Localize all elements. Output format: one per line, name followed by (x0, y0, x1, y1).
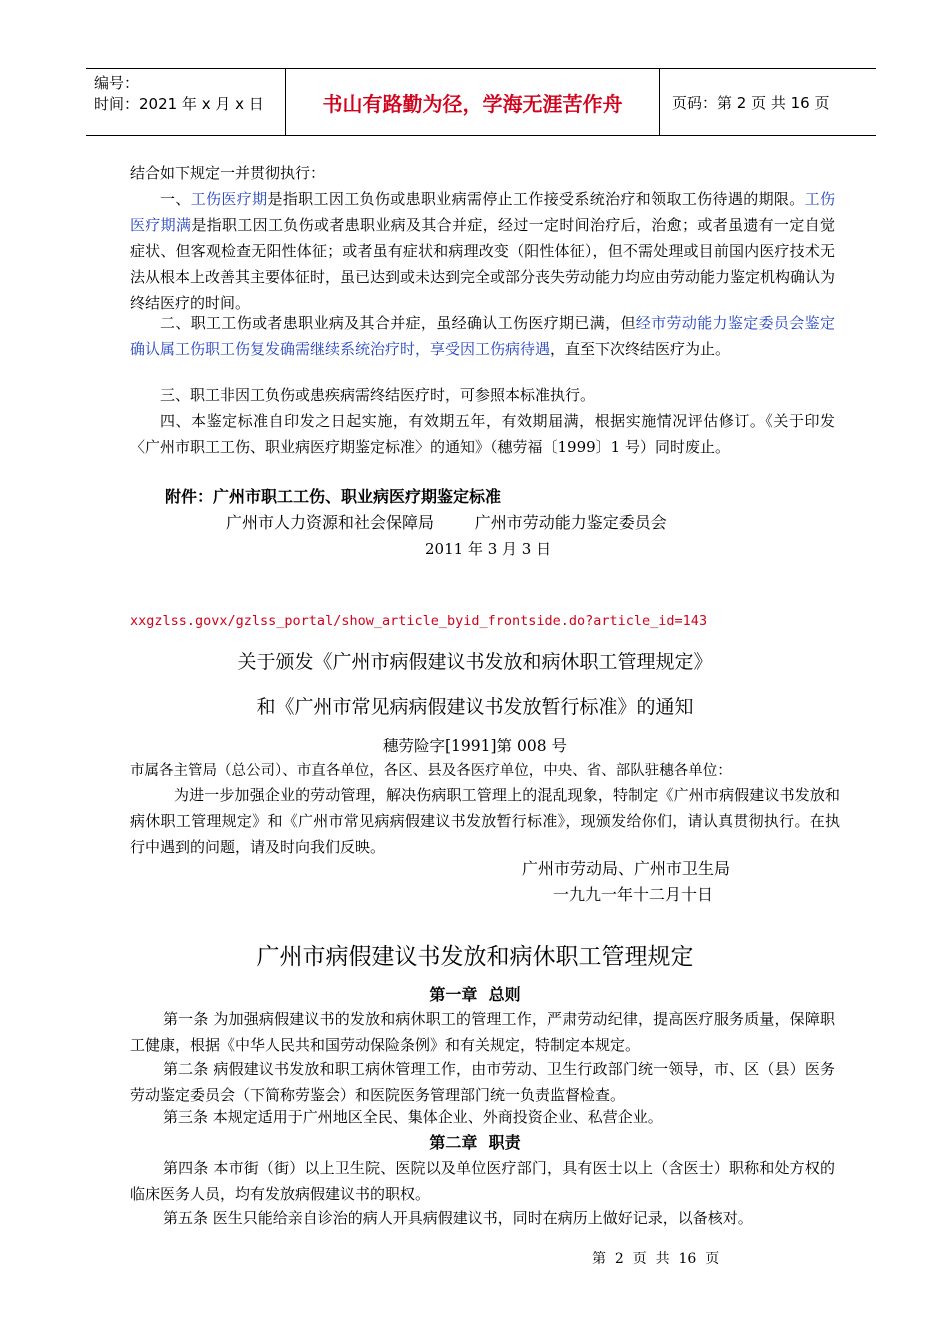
article-3: 第三条 本规定适用于广州地区全民、集体企业、外商投资企业、私营企业。 (163, 1108, 663, 1126)
p2-prefix: 二、职工工伤或者患职业病及其合并症，虽经确认工伤医疗期已满，但 (160, 314, 636, 332)
page-header (86, 68, 876, 136)
term-medical-period: 工伤医疗期 (190, 190, 268, 208)
notice-body: 为进一步加强企业的劳动管理，解决伤病职工管理上的混乱现象，特制定《广州市病假建议书发放和病休职工管理规定》和《广州市常见病病假建议书发放暂行标准》，现颁发给你们，请认真贯彻执行。在执行中遇到的问题，请及时向我们反映。 (130, 786, 840, 856)
chapter-1-heading: 第一章 总则 (429, 985, 521, 1004)
notice-sign-date: 一九九一年十二月十日 (553, 885, 714, 904)
p1-mid: 是指职工因工负伤或患职业病需停止工作接受系统治疗和领取工伤待遇的期限。 (267, 190, 805, 208)
notice-doc-number: 穗劳险字[1991]第 008 号 (383, 737, 567, 755)
article-4: 第四条 本市街（街）以上卫生院、医院以及单位医疗部门，具有医士以上（含医士）职称和处方权的临床医务人员，均有发放病假建议书的职权。 (130, 1159, 835, 1203)
paragraph-3: 三、职工非因工负伤或患疾病需终结医疗时，可参照本标准执行。 (160, 386, 596, 404)
article-1: 第一条 为加强病假建议书的发放和病休职工的管理工作，严肃劳动纪律，提高医疗服务质量，保障职工健康，根据《中华人民共和国劳动保险条例》和有关规定，特制定本规定。 (130, 1010, 835, 1054)
notice-signer: 广州市劳动局、广州市卫生局 (522, 859, 731, 878)
article-5: 第五条 医生只能给亲自诊治的病人开具病假建议书，同时在病历上做好记录，以备核对。 (163, 1209, 753, 1227)
chapter-2-heading: 第二章 职责 (429, 1133, 521, 1152)
paragraph-2 (130, 310, 835, 362)
source-url: xxgzlss.govx/gzlss_portal/show_article_byid_frontside.do?article_id=143 (130, 613, 708, 629)
p2-rest: ，直至下次终结医疗为止。 (550, 340, 731, 358)
time-label: 时间：2021 年 x 月 x 日 (94, 95, 264, 113)
regulation-title: 广州市病假建议书发放和病休职工管理规定 (256, 944, 694, 970)
header-meta (86, 69, 286, 135)
header-page-info: 页码：第 2 页 共 16 页 (672, 93, 830, 112)
issuers-line: 广州市人力资源和社会保障局 广州市劳动能力鉴定委员会 (226, 513, 667, 532)
notice-recipients: 市属各主管局（总公司）、市直各单位，各区、县及各医疗单位，中央、省、部队驻穗各单位： (130, 763, 732, 779)
page-footer: 第 2 页 共 16 页 (592, 1251, 720, 1267)
attachment-line: 附件：广州市职工工伤、职业病医疗期鉴定标准 (165, 487, 502, 506)
p1-prefix: 一、 (160, 190, 191, 208)
paragraph-4: 四、本鉴定标准自印发之日起实施，有效期五年，有效期届满，根据实施情况评估修订。《关于印发〈广州市职工工伤、职业病医疗期鉴定标准〉的通知》（穗劳福〔1999〕1 号）同时废止。 (130, 412, 835, 456)
p1-rest: 是指职工因工负伤或者患职业病及其合并症，经过一定时间治疗后，治愈；或者虽遗有一定自觉症状、但客观检查无阳性体征；或者虽有症状和病理改变（阳性体征），但不需处理或目前国内医疗技术无法从根本上改善其主要体征时，虽已达到或未达到完全或部分丧失劳动能力均应由劳动能力鉴定机构确认为终结医疗的时间。 (130, 216, 836, 312)
p2-highlight: 经市劳动能力鉴定委员会鉴定确认属工伤职工伤复发确需继续系统治疗时，享受因工伤病待遇 (130, 314, 835, 358)
code-label: 编号： (94, 74, 140, 92)
paragraph-1 (130, 186, 835, 316)
header-motto: 书山有路勤为径，学海无涯苦作舟 (286, 69, 660, 135)
issue-date: 2011 年 3 月 3 日 (425, 540, 552, 558)
notice-title-line1: 关于颁发《广州市病假建议书发放和病休职工管理规定》 (237, 651, 713, 673)
term-medical-period-end: 工伤医疗期满 (130, 190, 835, 234)
intro-line: 结合如下规定一并贯彻执行： (130, 164, 326, 182)
article-2: 第二条 病假建议书发放和职工病休管理工作，由市劳动、卫生行政部门统一领导，市、区（县）医务劳动鉴定委员会（下简称劳鉴会）和医院医务管理部门统一负责监督检查。 (130, 1060, 835, 1104)
notice-title-line2: 和《广州市常见病病假建议书发放暂行标准》的通知 (256, 696, 694, 718)
